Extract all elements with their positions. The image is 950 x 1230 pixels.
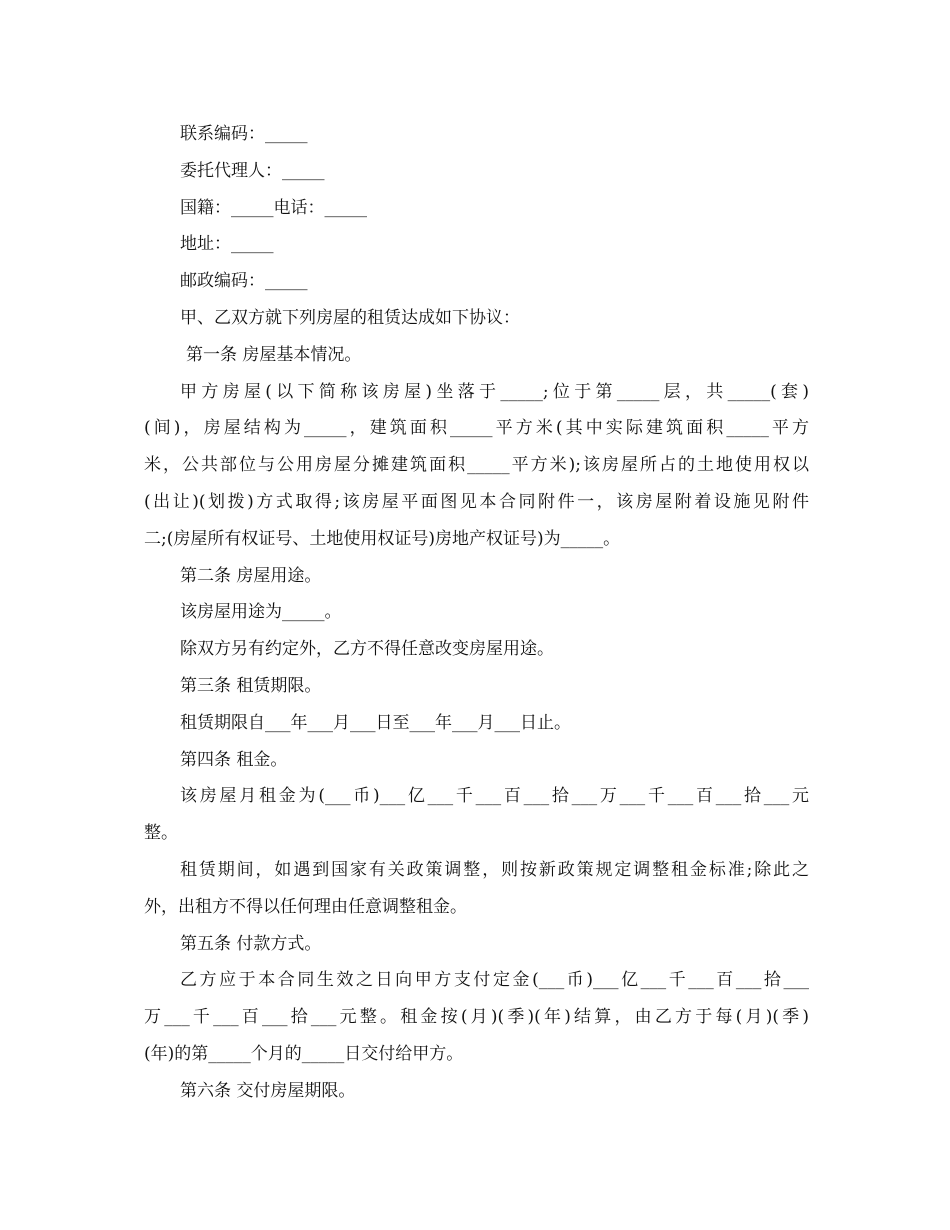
text-line-nationality-phone: 国籍：_____电话：_____	[180, 197, 367, 218]
paragraph-line: 租赁期限自___年___月___日至___年___月___日止。	[180, 712, 571, 733]
section-heading-article-2: 第二条 房屋用途。	[180, 565, 322, 586]
paragraph-line: 该房屋用途为_____。	[180, 602, 342, 623]
paragraph-line: 除双方另有约定外，乙方不得任意改变房屋用途。	[180, 639, 554, 660]
text-line-agent: 委托代理人：_____	[180, 160, 325, 181]
document-body	[144, 116, 809, 1110]
paragraph-line: 整。	[144, 823, 178, 844]
paragraph-line: 租赁期间，如遇到国家有关政策调整，则按新政策规定调整租金标准;除此之	[180, 859, 809, 880]
section-heading-article-6: 第六条 交付房屋期限。	[180, 1080, 356, 1101]
text-line-agreement-intro: 甲、乙双方就下列房屋的租赁达成如下协议：	[180, 307, 520, 328]
paragraph-line: (出让)(划拨)方式取得;该房屋平面图见本合同附件一，该房屋附着设施见附件	[144, 491, 809, 512]
paragraph-line: 乙方应于本合同生效之日向甲方支付定金(___币)___亿___千___百___拾___	[180, 970, 809, 991]
paragraph-line: 甲方房屋(以下简称该房屋)坐落于_____;位于第_____层，共_____(套)	[180, 381, 809, 402]
paragraph-line: 二;(房屋所有权证号、土地使用权证号)房地产权证号)为_____。	[144, 528, 621, 549]
text-line-contact-code: 联系编码：_____	[180, 124, 308, 144]
paragraph-line: 外，出租方不得以任何理由任意调整租金。	[144, 896, 467, 917]
section-heading-article-4: 第四条 租金。	[180, 749, 288, 770]
text-line-postal-code: 邮政编码：_____	[180, 271, 308, 292]
section-heading-article-5: 第五条 付款方式。	[180, 933, 322, 954]
section-heading-article-1: 第一条 房屋基本情况。	[186, 344, 362, 365]
paragraph-line: (年)的第_____个月的_____日交付给甲方。	[144, 1043, 464, 1064]
section-heading-article-3: 第三条 租赁期限。	[180, 675, 322, 696]
paragraph-line: 万___千___百___拾___元整。租金按(月)(季)(年)结算，由乙方于每(月)(季)	[144, 1007, 809, 1028]
paragraph-line: (间)，房屋结构为_____，建筑面积_____平方米(其中实际建筑面积_____平方	[144, 418, 809, 439]
paragraph-line: 米，公共部位与公用房屋分摊建筑面积_____平方米);该房屋所占的土地使用权以	[144, 455, 809, 476]
text-line-address: 地址：_____	[180, 234, 274, 255]
paragraph-line: 该房屋月租金为(___币)___亿___千___百___拾___万___千___百___拾___元	[180, 786, 809, 807]
